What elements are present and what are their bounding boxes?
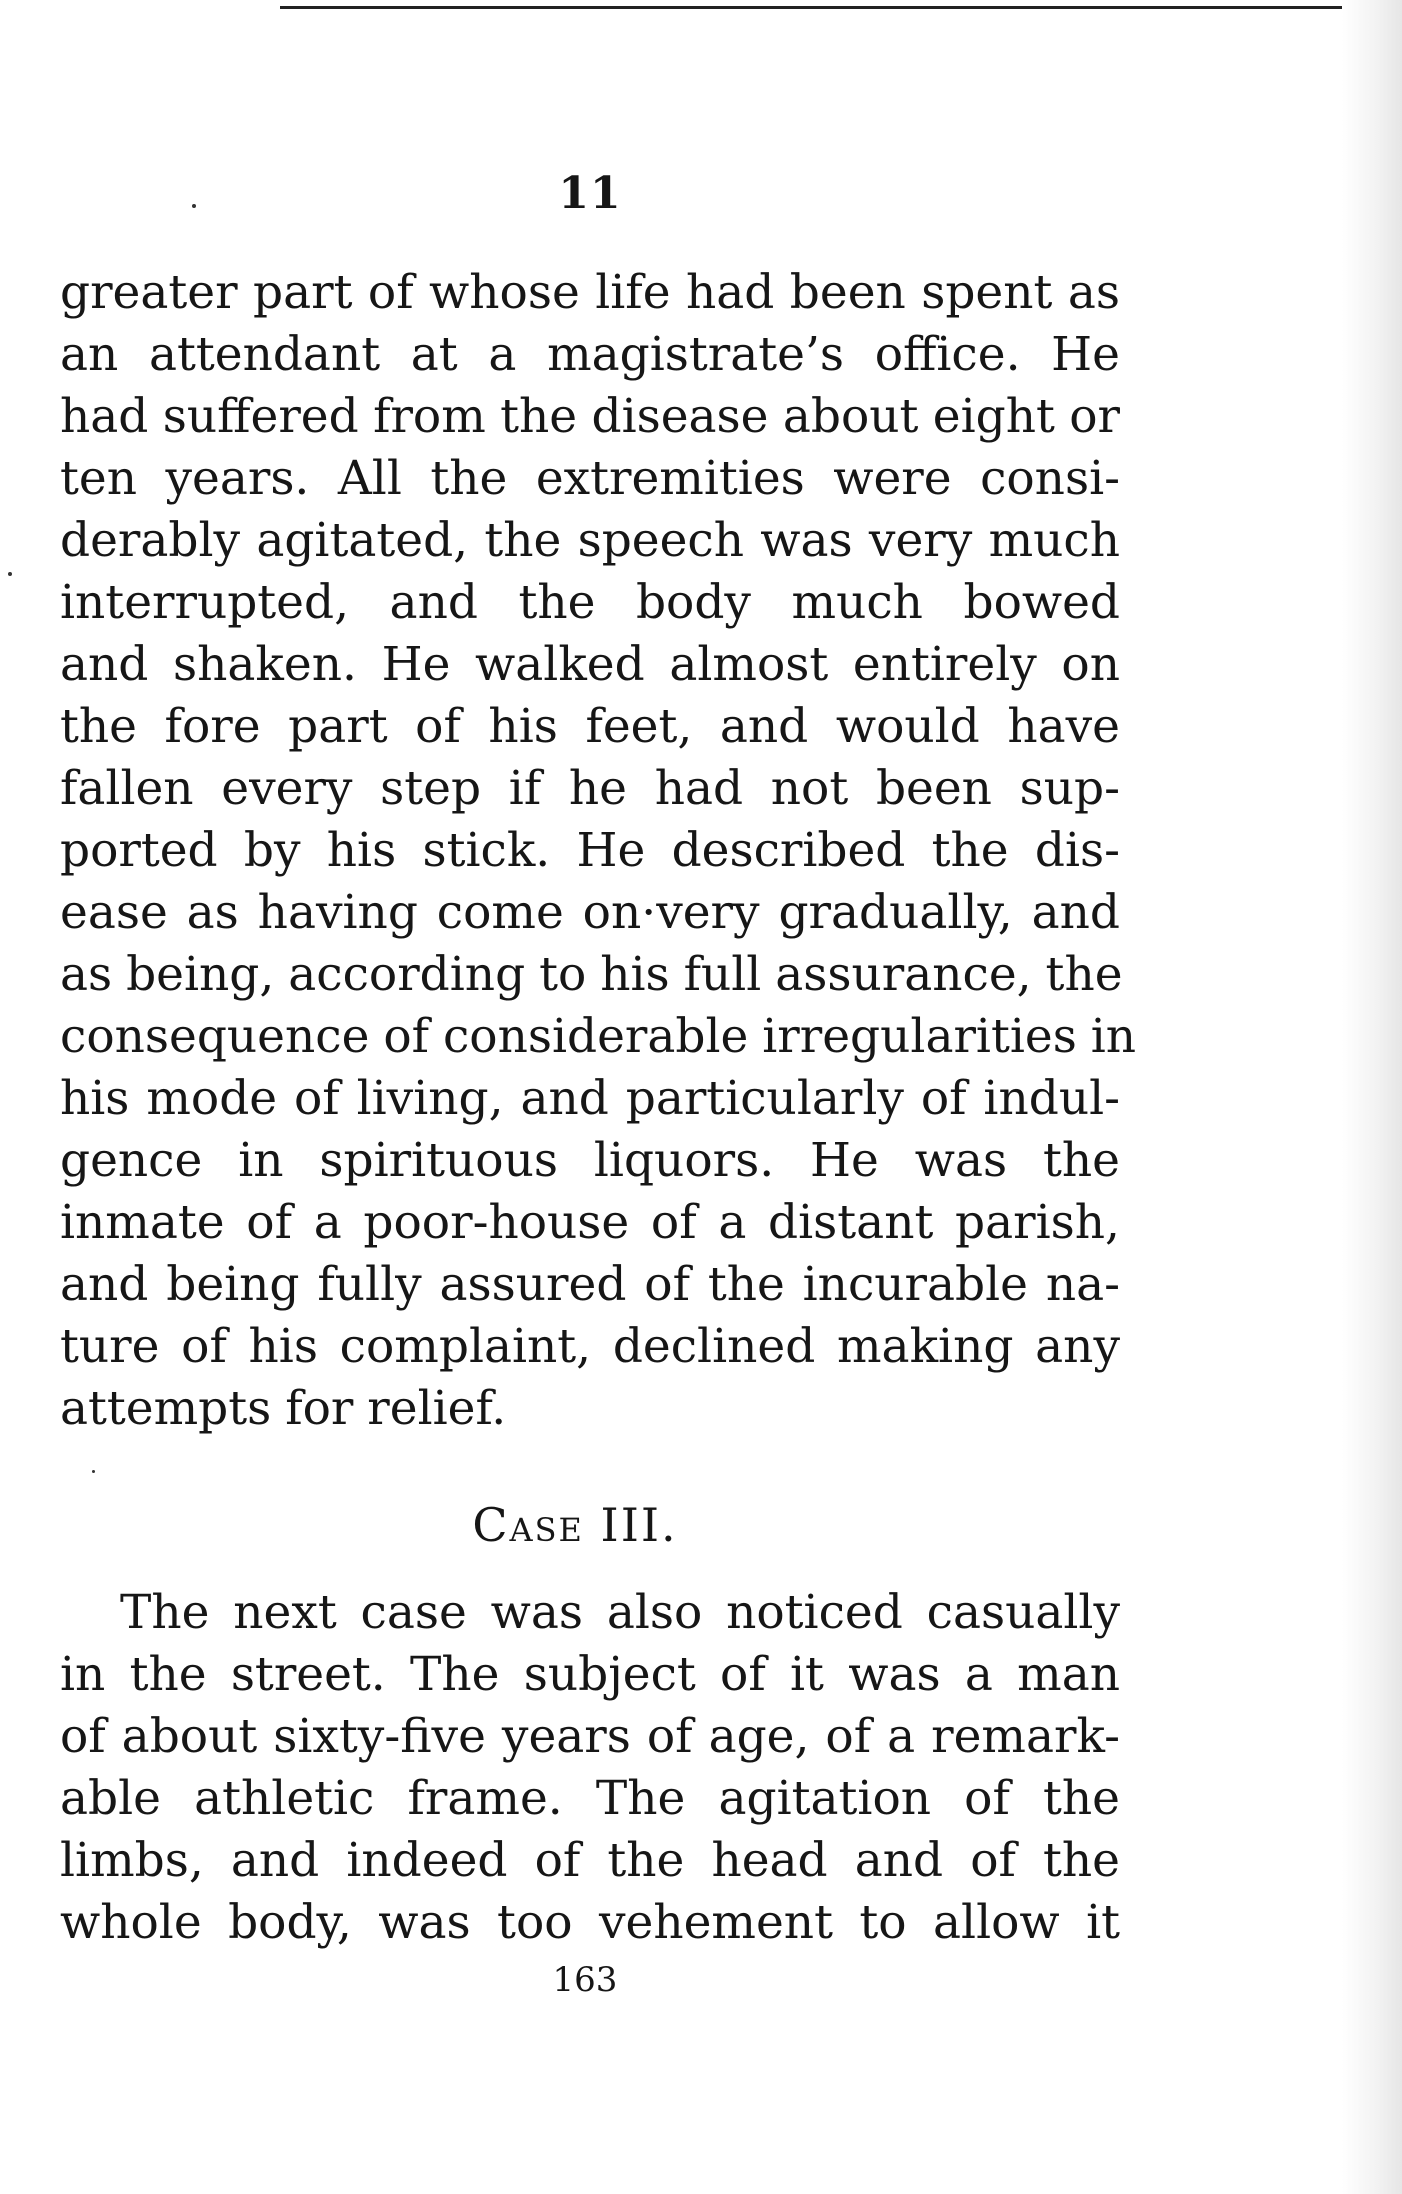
top-border-rule bbox=[280, 6, 1402, 9]
text-line: inmate of a poor-house of a distant parish, bbox=[60, 1195, 1120, 1250]
text-line: ture of his complaint, declined making any bbox=[60, 1319, 1120, 1374]
text-line: fallen every step if he had not been sup- bbox=[60, 761, 1120, 816]
paragraph-case-three bbox=[60, 1582, 1120, 1954]
text-line: attempts for relief. bbox=[60, 1381, 507, 1436]
text-line: in the street. The subject of it was a man bbox=[60, 1647, 1120, 1702]
page-number: 11 bbox=[558, 168, 622, 219]
text-line: ease as having come on·very gradually, and bbox=[60, 885, 1120, 940]
text-line: and being fully assured of the incurable na- bbox=[60, 1257, 1120, 1312]
text-line: had suffered from the disease about eight or bbox=[60, 389, 1120, 444]
paragraph-case-two-continued bbox=[60, 262, 1137, 1440]
text-line: limbs, and indeed of the head and of the bbox=[60, 1833, 1120, 1888]
ink-speck bbox=[92, 1470, 95, 1473]
ink-speck bbox=[192, 204, 196, 208]
section-heading-text: Case III. bbox=[472, 1498, 678, 1552]
text-line: ten years. All the extremities were consi- bbox=[60, 451, 1120, 506]
text-line: as being, according to his full assurance, the bbox=[60, 947, 1123, 1002]
text-line: consequence of considerable irregularities in bbox=[60, 1009, 1137, 1064]
text-line: the fore part of his feet, and would have bbox=[60, 699, 1120, 754]
text-line: whole body, was too vehement to allow it bbox=[60, 1895, 1120, 1950]
text-line: able athletic frame. The agitation of the bbox=[60, 1771, 1120, 1826]
page-edge-shadow bbox=[1342, 0, 1402, 2194]
text-line: ported by his stick. He described the dis- bbox=[60, 823, 1120, 878]
text-line: The next case was also noticed casually bbox=[120, 1585, 1120, 1640]
text-line: his mode of living, and particularly of indul- bbox=[60, 1071, 1120, 1126]
text-line: an attendant at a magistrate’s office. He bbox=[60, 327, 1120, 382]
text-line: and shaken. He walked almost entirely on bbox=[60, 637, 1120, 692]
ink-speck bbox=[8, 572, 12, 576]
text-line: greater part of whose life had been spent as bbox=[60, 265, 1120, 320]
section-heading-case-three bbox=[0, 1498, 1150, 1552]
text-line: derably agitated, the speech was very much bbox=[60, 513, 1120, 568]
text-line: of about sixty-five years of age, of a remark- bbox=[60, 1709, 1120, 1764]
text-line: interrupted, and the body much bowed bbox=[60, 575, 1120, 630]
folio-number: 163 bbox=[552, 1960, 618, 2000]
text-line: gence in spirituous liquors. He was the bbox=[60, 1133, 1120, 1188]
